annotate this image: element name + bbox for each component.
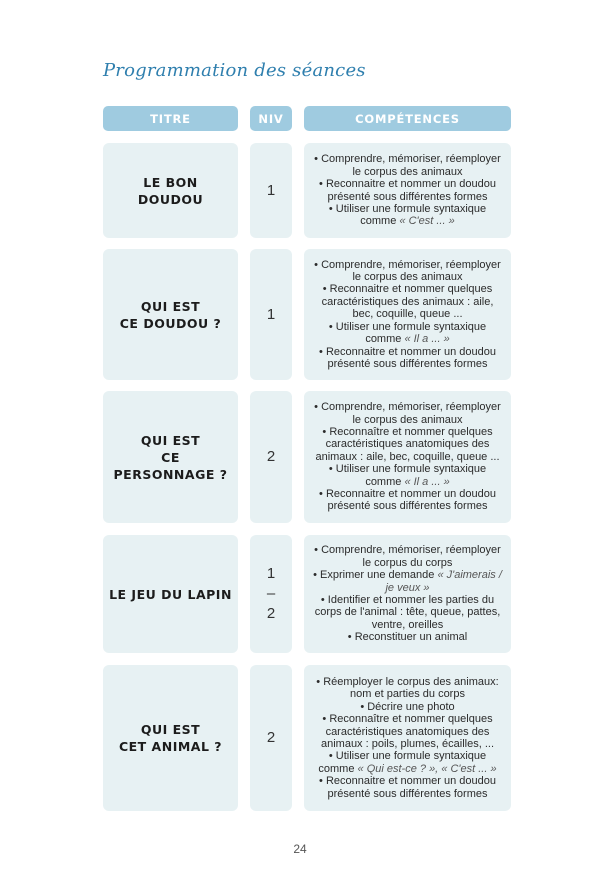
row-1-titre: LE BON DOUDOU	[103, 143, 238, 238]
row-3-competences	[304, 391, 511, 523]
competence-item	[312, 346, 503, 371]
competence-item	[312, 569, 503, 594]
competence-text: Reconstituer un animal	[354, 631, 468, 644]
row-5-competences	[304, 665, 511, 811]
page-title: Programmation des séances	[103, 60, 366, 81]
competence-text: Utiliser une formule syntaxique comme	[335, 463, 487, 488]
competence-item	[312, 594, 503, 631]
competence-example: « J'aimerais / je veux »	[385, 569, 502, 594]
row-5-niv: 2	[250, 665, 292, 811]
competence-example: « Il a ... »	[404, 333, 450, 346]
row-3-titre: QUI EST CE PERSONNAGE ?	[103, 391, 238, 523]
competences-list	[312, 544, 503, 643]
column-header-titre: TITRE	[103, 106, 238, 131]
competence-text: Comprendre, mémoriser, réemployer le corpus du corps	[321, 544, 501, 569]
competence-text: Comprendre, mémoriser, réemployer le corpus des animaux	[321, 258, 501, 284]
competences-list	[312, 259, 503, 371]
page-number: 24	[293, 842, 307, 856]
competence-text: Utiliser une formule syntaxique comme	[318, 750, 487, 775]
competence-item	[312, 775, 503, 800]
competence-item	[312, 321, 503, 346]
row-1-competences	[304, 143, 511, 238]
column-header-competences: COMPÉTENCES	[304, 106, 511, 131]
competence-item	[312, 153, 503, 178]
row-4-niv: 1 – 2	[250, 535, 292, 653]
competences-list	[312, 153, 503, 227]
competence-text: Reconnaitre et nommer un doudou présenté sous différentes formes	[325, 178, 496, 203]
row-5-titre: QUI EST CET ANIMAL ?	[103, 665, 238, 811]
competence-text: Reconnaitre et nommer un doudou présenté sous différentes formes	[325, 345, 496, 370]
competence-item	[312, 259, 503, 284]
competence-text: Reconnaitre et nommer un doudou présenté sous différentes formes	[325, 775, 496, 800]
competence-text: Reconnaitre et nommer quelques caractéristiques des animaux : aile, bec, coquille, queue ...	[321, 283, 494, 321]
competence-text: Décrire une photo	[367, 700, 455, 713]
competence-item	[312, 676, 503, 701]
competence-text: Comprendre, mémoriser, réemployer le corpus des animaux	[321, 153, 501, 178]
row-2-competences	[304, 249, 511, 380]
competence-item	[312, 283, 503, 320]
competence-text: Reconnaitre et nommer un doudou présenté sous différentes formes	[325, 488, 496, 513]
row-2-titre: QUI EST CE DOUDOU ?	[103, 249, 238, 380]
competence-text: Reconnaître et nommer quelques caractéristiques anatomiques des animaux : poils, plumes, écailles, ...	[320, 713, 495, 750]
competence-item	[312, 750, 503, 775]
competence-item	[312, 488, 503, 513]
competence-text: Reconnaître et nommer quelques caractéristiques anatomiques des animaux : aile, bec, coquille, queue ...	[315, 425, 500, 463]
competence-example: « C'est ... »	[399, 215, 455, 228]
competence-text: Exprimer une demande	[320, 569, 438, 582]
competence-example: « Il a ... »	[404, 475, 450, 488]
competence-item	[312, 544, 503, 569]
competence-item	[312, 426, 503, 463]
row-1-niv: 1	[250, 143, 292, 238]
competence-item	[312, 701, 503, 713]
competence-text: Utiliser une formule syntaxique comme	[335, 202, 487, 228]
competence-item	[312, 401, 503, 426]
competence-item	[312, 631, 503, 643]
competence-text: Réemployer le corpus des animaux: nom et parties du corps	[323, 675, 499, 701]
competences-list	[312, 401, 503, 513]
competence-example: « Qui est-ce ? », « C'est ... »	[357, 762, 497, 775]
row-2-niv: 1	[250, 249, 292, 380]
competence-text: Utiliser une formule syntaxique comme	[335, 320, 487, 346]
competence-item	[312, 713, 503, 750]
competence-item	[312, 178, 503, 203]
competence-text: Comprendre, mémoriser, réemployer le corpus des animaux	[321, 401, 501, 426]
competences-list	[312, 676, 503, 800]
competence-item	[312, 463, 503, 488]
row-3-niv: 2	[250, 391, 292, 523]
row-4-competences	[304, 535, 511, 653]
column-header-niv: NIV	[250, 106, 292, 131]
competence-text: Identifier et nommer les parties du corps de l'animal : tête, queue, pattes, ventre, oreilles	[314, 594, 501, 631]
competence-item	[312, 203, 503, 228]
row-4-titre: LE JEU DU LAPIN	[103, 535, 238, 653]
